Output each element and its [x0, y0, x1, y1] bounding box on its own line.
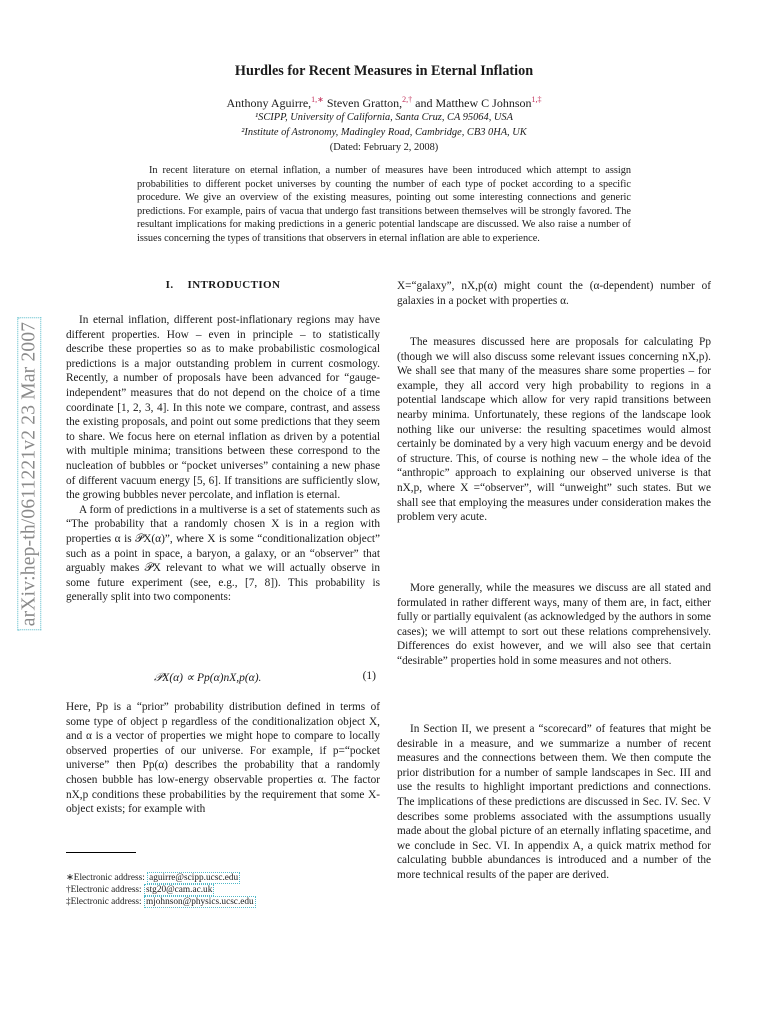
author-name: Anthony Aguirre,: [226, 96, 312, 110]
author-mark[interactable]: 2,†: [402, 95, 413, 104]
footnote: ‡Electronic address: mjohnson@physics.ucsc.edu: [66, 897, 254, 907]
author-name: and Matthew C Johnson: [415, 96, 532, 110]
right-column-text: [397, 722, 711, 883]
section-number: I.: [165, 279, 174, 291]
paragraph: The measures discussed here are proposals for calculating Pp (though we will also discuss some relevant issues concerning nX,p). We shall see that many of the measures share some properties – for example, they all accord very high probability to regions in a potential landscape which allow for very rapid transitions between nearby minima. Unfortunately, these regions of the landscape look nothing like our universe: the resulting spacetimes would almost certainly be dominated by a very high vacuum energy and be devoid of structure. This, of course is nothing new – the whole idea of the “anthropic” approach to explaining our observed universe is that nX,p, where X =“observer”, will “unweight” such states. But we shall see that employing the measures under consideration makes the problem very acute.: [397, 336, 711, 524]
paragraph: Here, Pp is a “prior” probability distribution defined in terms of some type of object p regardless of the conditionalization object X, and α is a vector of properties we might hope to compare to locally observed properties of our universe. For example, if p=“pocket universe” then Pp(α) describes the probability that a randomly chosen bubble has low-energy observable properties α. The factor nX,p conditions these probabilities by the requirement that some X-object exists; for example with: [66, 701, 380, 816]
date-line: (Dated: February 2, 2008): [329, 142, 439, 153]
affiliation: ²Institute of Astronomy, Madingley Road, Cambridge, CB3 0HA, UK: [241, 127, 527, 138]
arxiv-identifier: arXiv:hep-th/0611221v2 23 Mar 2007: [14, 258, 44, 690]
paragraph: In Section II, we present a “scorecard” of features that might be desirable in a measure, and we summarize a number of recent measures and the connections between them. We then compute the prior distribution for a number of sample landscapes in Sec. III and use the results to highlight important predictions and connections. The implications of these predictions are discussed in Sec. IV. Sec. V describes some problems associated with the assumptions usually made about the global picture of an eternally inflating spacetime, and we conclude in Sec. VI. In appendix A, a quick matrix method for calculating bubble abundances is introduced and a number of the more technical results of the paper are derived.: [397, 723, 711, 881]
author-name: Steven Gratton,: [326, 96, 403, 110]
paper-title: Hurdles for Recent Measures in Eternal Inflation: [234, 63, 534, 79]
section-heading: [66, 279, 380, 291]
left-column-text-continued: [66, 700, 380, 817]
paragraph: In eternal inflation, different post-inflationary regions may have different properties. How – even in principle – to statistically describe these properties so as to make probabilistic cosmological predictions is a major outstanding problem in current cosmology. Recently, a number of proposals have been advanced for “gauge-independent” measures that do not depend on the choice of a time coordinate [1, 2, 3, 4]. In this note we compare, contrast, and assess the existing proposals, and point out some predictions that they seem to share. We focus here on eternal inflation as driven by a potential with multiple minima; transitions between these correspond to the nucleation of bubbles or “pocket universes” containing a new phase of different vacuum energy [5, 6]. If transitions are sufficiently slow, the growing bubbles never percolate, and inflation is eternal.: [66, 314, 380, 502]
email-link[interactable]: mjohnson@physics.ucsc.edu: [145, 897, 254, 907]
paragraph: X=“galaxy”, nX,p(α) might count the (α-dependent) number of galaxies in a pocket with properties α.: [397, 280, 711, 307]
email-link[interactable]: stg20@cam.ac.uk: [145, 885, 213, 895]
author-mark[interactable]: 1,∗: [311, 95, 324, 104]
right-column-text: [397, 335, 711, 525]
equation-number: (1): [362, 670, 376, 682]
footnote: ∗Electronic address: aguirre@scipp.ucsc.edu: [66, 873, 239, 883]
author-mark[interactable]: 1,‡: [531, 95, 542, 104]
email-link[interactable]: aguirre@scipp.ucsc.edu: [149, 873, 239, 883]
footnote: †Electronic address: stg20@cam.ac.uk: [66, 885, 213, 895]
affiliation: ¹SCIPP, University of California, Santa Cruz, CA 95064, USA: [255, 112, 513, 123]
right-column-text: [397, 581, 711, 669]
right-column-text: [397, 279, 711, 308]
footnote-rule: [66, 852, 136, 853]
paragraph: A form of predictions in a multiverse is a set of statements such as “The probability that a randomly chosen X is in a region with properties α is 𝒫X(α)”, where X is some “conditionalization object” such as a point in space, a baryon, a galaxy, or an “observer” that arguably makes 𝒫X relevant to what we will actually observe in some future experiment (see, e.g., [7, 8]). This probability is generally split into two components:: [66, 503, 380, 604]
left-column-text: [66, 313, 380, 605]
section-title: INTRODUCTION: [187, 279, 281, 291]
equation-expression: 𝒫X(α) ∝ Pp(α)nX,p(α).: [154, 672, 262, 684]
author-list: [0, 95, 768, 111]
paragraph: More generally, while the measures we discuss are all stated and formulated in rather different ways, many of them are, in fact, either fully or partially equivalent (as acknowledged by the authors in some cases); we will attempt to sort out these relations comprehensively. Differences do exist however, and we will also see that certain “desirable” properties hold in some measures and not others.: [397, 582, 711, 667]
abstract: In recent literature on eternal inflation, a number of measures have been introduced which attempt to assign probabilities to different pocket universes by counting the number of each type of pocket according to a specific procedure. We give an overview of the existing measures, pointing out some interesting connections and generic predictions. For example, pairs of vacua that undergo fast transitions between themselves will be strongly favored. The resultant implications for making predictions in a generic potential landscape are discussed. We also raise a number of issues concerning the types of transitions that observers in eternal inflation are able to experience.: [137, 165, 631, 244]
